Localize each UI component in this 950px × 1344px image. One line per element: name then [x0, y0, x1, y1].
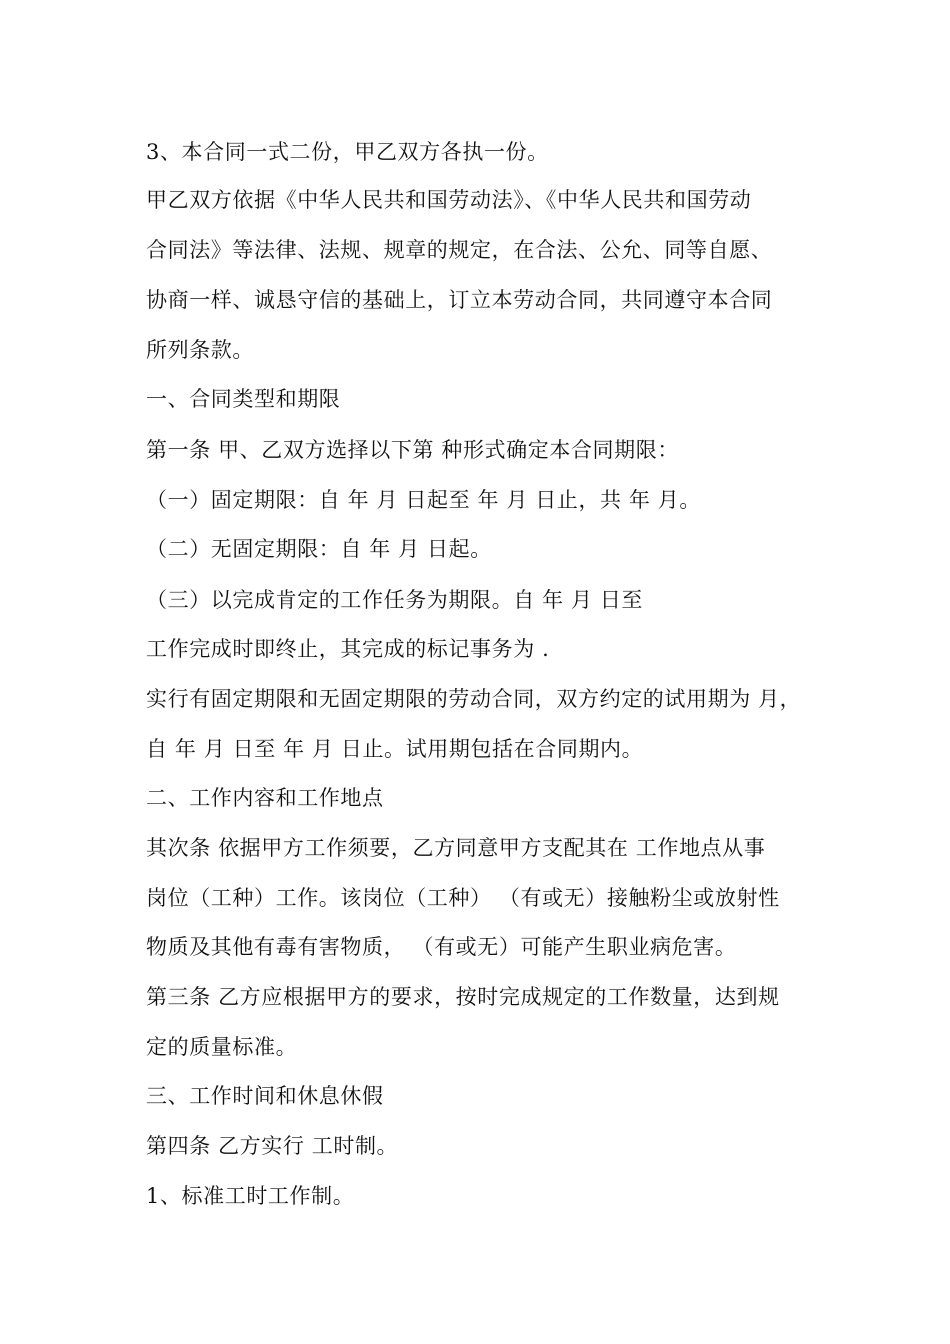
text-line: 定的质量标准。 — [146, 1035, 298, 1059]
text-line: 物质及其他有毒有害物质， （有或无）可能产生职业病危害。 — [146, 935, 737, 959]
text-line: 第三条 乙方应根据甲方的要求，按时完成规定的工作数量，达到规 — [146, 985, 780, 1009]
text-line: 3、本合同一式二份，甲乙双方各执一份。 — [146, 140, 549, 164]
text-line: 所列条款。 — [146, 338, 254, 362]
text-line: 第一条 甲、乙双方选择以下第 种形式确定本合同期限： — [146, 438, 679, 462]
text-line: 1、标准工时工作制。 — [146, 1184, 355, 1208]
text-line: 岗位（工种）工作。该岗位（工种） （有或无）接触粉尘或放射性 — [146, 886, 780, 910]
text-line: 甲乙双方依据《中华人民共和国劳动法》、《中华人民共和国劳动 — [146, 188, 752, 212]
text-line: 实行有固定期限和无固定期限的劳动合同，双方约定的试用期为 月， — [146, 687, 802, 711]
text-line: （二）无固定期限：自 年 月 日起。 — [146, 537, 492, 561]
section-heading: 二、工作内容和工作地点 — [146, 786, 384, 810]
text-line: 合同法》等法律、法规、规章的规定，在合法、公允、同等自愿、 — [146, 238, 773, 262]
text-line: 其次条 依据甲方工作须要，乙方同意甲方支配其在 工作地点从事 — [146, 836, 766, 860]
text-line: 自 年 月 日至 年 月 日止。试用期包括在合同期内。 — [146, 737, 644, 761]
text-line: 工作完成时即终止，其完成的标记事务为 . — [146, 637, 550, 661]
section-heading: 三、工作时间和休息休假 — [146, 1084, 384, 1108]
text-line: 协商一样、诚恳守信的基础上，订立本劳动合同，共同遵守本合同 — [146, 288, 773, 312]
text-line: （三）以完成肯定的工作任务为期限。自 年 月 日至 — [146, 588, 644, 612]
text-line: （一）固定期限：自 年 月 日起至 年 月 日止，共 年 月。 — [146, 488, 701, 512]
section-heading: 一、合同类型和期限 — [146, 387, 341, 411]
text-line: 第四条 乙方实行 工时制。 — [146, 1134, 399, 1158]
